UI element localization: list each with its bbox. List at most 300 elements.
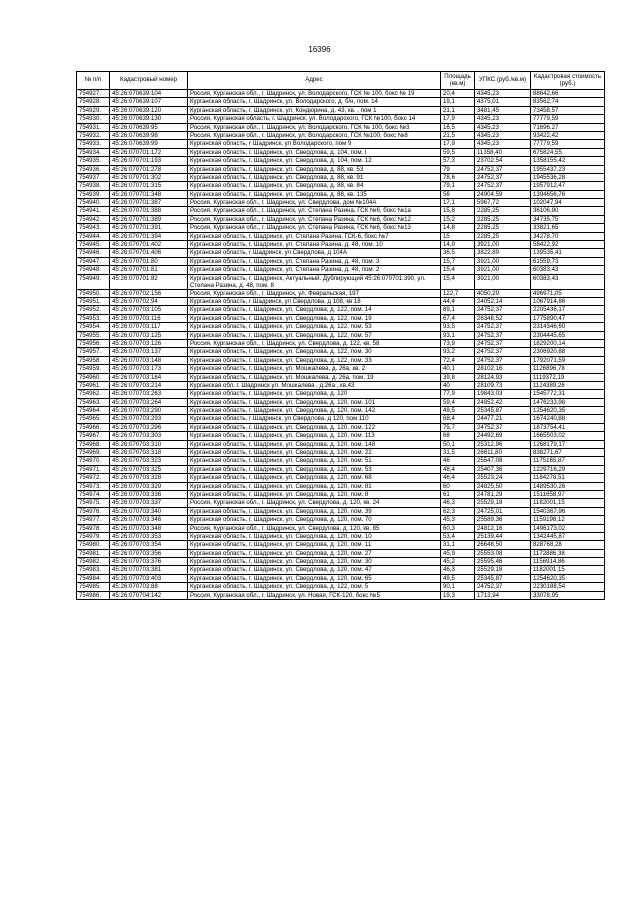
cadastral-number: 45:26:070639:130 [110,115,188,123]
cadastral-cost: 1126896,78 [531,365,605,373]
table-row [77,356,605,364]
row-number: 754959. [77,365,110,373]
row-number: 754943. [77,224,110,232]
cadastral-number: 45:26:070701:315 [110,182,188,190]
cadastral-number: 45:26:070639:99 [110,140,188,148]
upks: 24725,01 [475,507,531,515]
area: 122,7 [441,289,475,297]
upks: 26348,52 [475,314,531,322]
address: Россия, Курганская обл., г. Шадринск, ул. Володарского, ГСК № 100, бокс № 19 [188,90,441,98]
cadastral-cost: 1119372,19 [531,373,605,381]
row-number: 754945. [77,241,110,249]
address: Курганская область, г. Шадринск, ул. Свердлова, д. 104, пом. 12 [188,157,441,165]
address: Россия, Курганская обл., г. Шадринск, ул. Свердлова, д. 120, кв. 24 [188,499,441,507]
area: 46,3 [441,566,475,574]
cadastral-number: 45:26:070701:80 [110,257,188,265]
cadastral-cost: 71696,27 [531,123,605,131]
cadastral-number: 45:26:070703:340 [110,507,188,515]
area: 15,8 [441,207,475,215]
table-row [77,190,605,198]
table-row [77,306,605,314]
cadastral-cost: 60383,43 [531,274,605,289]
cadastral-cost: 1955437,23 [531,165,605,173]
table-row [77,499,605,507]
address: Курганская область, г. Шадринск, ул. Свердлова, д. 120, пом. 148 [188,440,441,448]
area: 49,5 [441,574,475,582]
table-row [77,407,605,415]
upks: 24752,37 [475,356,531,364]
row-number: 754974. [77,490,110,498]
row-number: 754966. [77,423,110,431]
table-row [77,165,605,173]
table-row [77,390,605,398]
upks: 25312,96 [475,440,531,448]
table-row [77,423,605,431]
address: Курганская область, г. Шадринск, ул. Свердлова, д. 120, пом. 65 [188,574,441,582]
row-number: 754950. [77,289,110,297]
cadastral-cost: 1159198,12 [531,516,605,524]
cadastral-number: 45:26:070703:293 [110,415,188,423]
address: Курганская область, г. Шадринск, ул. Свердлова, д. 120, пом. 10 [188,532,441,540]
row-number: 754983. [77,566,110,574]
address: Курганская область, г. Шадринск, ул. Свердлова, д. 120, пом. 142 [188,407,441,415]
table-row [77,558,605,566]
area: 56 [441,190,475,198]
area: 19,1 [441,98,475,106]
upks: 3921,00 [475,257,531,265]
cadastral-cost: 33821,65 [531,224,605,232]
table-row [77,465,605,473]
cadastral-number: 45:26:070703:328 [110,474,188,482]
upks: 24752,37 [475,583,531,591]
area: 17,9 [441,140,475,148]
row-number: 754962. [77,390,110,398]
upks: 24492,69 [475,432,531,440]
upks: 24752,37 [475,348,531,356]
upks: 2285,25 [475,215,531,223]
row-number: 754936. [77,165,110,173]
table-row [77,215,605,223]
upks: 26648,50 [475,541,531,549]
address: Курганская область, г. Шадринск, ул. Степана Разина, д. 48, пом. 2 [188,266,441,274]
upks: 3822,89 [475,249,531,257]
area: 59,5 [441,148,475,156]
cadastral-number: 45:26:070703:88 [110,583,188,591]
cadastral-number: 45:26:070701:81 [110,266,188,274]
area: 40,1 [441,365,475,373]
cadastral-cost: 1342445,87 [531,532,605,540]
area: 39,8 [441,373,475,381]
row-number: 754930. [77,115,110,123]
table-row [77,249,605,257]
cadastral-number: 45:26:070701:278 [110,165,188,173]
address: Россия, Курганская обл., г. Шадринск, ул. Февральская, 197 [188,289,441,297]
upks: 4345,23 [475,123,531,131]
upks: 24752,37 [475,331,531,339]
cadastral-cost: 1665503,02 [531,432,605,440]
upks: 3481,45 [475,106,531,114]
row-number: 754940. [77,199,110,207]
area: 61 [441,490,475,498]
table-row [77,148,605,156]
area: 49,5 [441,407,475,415]
cadastral-cost: 1540367,96 [531,507,605,515]
cadastral-number: 45:26:070704:142 [110,591,188,599]
address: Курганская область, г. Шадринск, ул. Свердлова, д. 122, пом. 57 [188,331,441,339]
row-number: 754947. [77,257,110,265]
address: Курганская область, г. Шадринск, ул. Свердлова, д. 88, кв. 135 [188,190,441,198]
row-number: 754972. [77,474,110,482]
cadastral-number: 45:26:070703:105 [110,306,188,314]
area: 57,3 [441,157,475,165]
table-row [77,566,605,574]
cadastral-number: 45:26:070701:402 [110,241,188,249]
upks: 24825,50 [475,482,531,490]
table-row [77,457,605,465]
cadastral-cost: 34278,70 [531,232,605,240]
cadastral-number: 45:26:070703:323 [110,457,188,465]
row-number: 754965. [77,415,110,423]
cadastral-cost: 1182001,15 [531,499,605,507]
upks: 24752,37 [475,306,531,314]
address: Курганская область, г. Шадринск, ул. Свердлова, д. 122, пом. 53 [188,323,441,331]
cadastral-cost: 1489530,26 [531,482,605,490]
table-row [77,173,605,181]
upks: 28102,16 [475,365,531,373]
row-number: 754979. [77,532,110,540]
cadastral-number: 45:26:070703:303 [110,432,188,440]
cadastral-number: 45:26:070702:94 [110,297,188,305]
cadastral-cost: 2230188,54 [531,583,605,591]
area: 93,5 [441,323,475,331]
row-number: 754976. [77,507,110,515]
area: 20,4 [441,90,475,98]
cadastral-cost: 1175165,87 [531,457,605,465]
table-row [77,123,605,131]
address: Курганская область, г. Шадринск, ул. Свердлова, д. 120, пом. 51 [188,457,441,465]
address: Курганская область, г. Шадринск, ул. Свердлова, д. 120, пом. 53 [188,465,441,473]
header-area: Площадь (кв.м) [441,72,475,90]
address: Курганская область, г. Шадринск, ул. Свердлова, д. 120, пом. 22 [188,449,441,457]
area: 93,2 [441,348,475,356]
cadastral-number: 45:26:070703:263 [110,390,188,398]
area: 15,4 [441,274,475,289]
row-number: 754952. [77,306,110,314]
row-number: 754927. [77,90,110,98]
row-number: 754944. [77,232,110,240]
table-row [77,482,605,490]
area: 44,4 [441,297,475,305]
area: 67,4 [441,314,475,322]
upks: 28124,93 [475,373,531,381]
address: Курганская область, г. Шадринск, ул. Свердлова, д. 122, пом. 5 [188,583,441,591]
table-row [77,440,605,448]
cadastral-number: 45:26:070703:310 [110,440,188,448]
cadastral-number: 45:26:070703:346 [110,516,188,524]
table-row [77,381,605,389]
address: Россия, Курганская обл., г. Шадринск, ул. Володарского, ГСК №100, бокс №8 [188,131,441,139]
table-row [77,591,605,599]
cadastral-number: 45:26:070703:137 [110,348,188,356]
table-row [77,474,605,482]
address: Курганская область, г. Шадринск, ул. Свердлова, д. 120, пом. 8 [188,490,441,498]
upks: 24752,37 [475,173,531,181]
table-row [77,549,605,557]
cadastral-number: 45:26:070703:354 [110,541,188,549]
upks: 25547,08 [475,457,531,465]
cadastral-number: 45:26:070703:117 [110,323,188,331]
table-row [77,106,605,114]
cadastral-cost: 102047,94 [531,199,605,207]
table-row [77,365,605,373]
row-number: 754929. [77,106,110,114]
upks: 24752,37 [475,423,531,431]
area: 46,3 [441,499,475,507]
cadastral-cost: 2304445,65 [531,331,605,339]
upks: 24052,14 [475,297,531,305]
upks: 24904,59 [475,190,531,198]
row-number: 754970. [77,457,110,465]
address: Курганская область, г. Шадринск, ул. Свердлова, д. 88, кв. 84 [188,182,441,190]
area: 46,4 [441,474,475,482]
cadastral-cost: 60383,43 [531,266,605,274]
upks: 24477,21 [475,415,531,423]
cadastral-cost: 1124389,26 [531,381,605,389]
upks: 25139,44 [475,532,531,540]
table-row [77,398,605,406]
cadastral-number: 45:26:070703:329 [110,482,188,490]
cadastral-number: 45:26:070703:403 [110,574,188,582]
upks: 2285,25 [475,224,531,232]
area: 79 [441,165,475,173]
upks: 24852,42 [475,398,531,406]
cadastral-cost: 1476233,98 [531,398,605,406]
address: Курганская область, г. Шадринск, ул. Свердлова, д. 122, пом. 30 [188,348,441,356]
cadastral-cost: 77779,59 [531,140,605,148]
cadastral-number: 45:26:070703:290 [110,407,188,415]
cadastral-cost: 34735,75 [531,215,605,223]
upks: 25589,36 [475,516,531,524]
upks: 26611,80 [475,449,531,457]
area: 78,6 [441,173,475,181]
area: 53,4 [441,532,475,540]
area: 79,1 [441,182,475,190]
address: Курганская область, г. Шадринск, ул. Степана Разина, д. 48, пом. 10 [188,241,441,249]
cadastral-cost: 61559,73 [531,257,605,265]
upks: 25529,18 [475,499,531,507]
table-row [77,98,605,106]
upks: 24752,37 [475,182,531,190]
cadastral-number: 45:26:070701:348 [110,190,188,198]
cadastral-cost: 58422,92 [531,241,605,249]
area: 45,9 [441,549,475,557]
row-number: 754951. [77,297,110,305]
page-number: 16396 [308,45,331,54]
address: Курганская область, г. Шадринск, Актуальный. Дублирующий 45:26:070701:390, ул. Степана Разина, д. 48, пом. 8 [188,274,441,289]
upks: 19843,03 [475,390,531,398]
address: Курганская область, г Шадринск, ул Свердлова, д 120, пом 110 [188,415,441,423]
area: 15,2 [441,215,475,223]
address: Курганская область, г Шадринск, ул Володарского, пом 9 [188,140,441,148]
address: Россия, Курганская обл., г. Шадринск, ул. Свердлова, дом №104А [188,199,441,207]
area: 19,3 [441,591,475,599]
area: 45,3 [441,516,475,524]
row-number: 754980. [77,541,110,549]
row-number: 754955. [77,331,110,339]
area: 89,1 [441,306,475,314]
area: 31,5 [441,449,475,457]
address: Курганская область, г. Шадринск, ул. Свердлова, д. 122, пом. 19 [188,314,441,322]
cadastral-number: 45:26:070701:406 [110,249,188,257]
address: Курганская область, г. Шадринск, ул. Володарского, д. б/н, пом. 14 [188,98,441,106]
upks: 1713,94 [475,591,531,599]
cadastral-cost: 139535,41 [531,249,605,257]
row-number: 754986. [77,591,110,599]
upks: 24752,37 [475,339,531,347]
row-number: 754942. [77,215,110,223]
address: Россия, Курганская обл., г. Шадринск, ул. Свердлова, д. 122, кв. 58 [188,339,441,347]
cadastral-number: 45:26:070703:148 [110,356,188,364]
row-number: 754973. [77,482,110,490]
cadastral-number: 45:26:070703:376 [110,558,188,566]
area: 21,5 [441,131,475,139]
cadastral-number: 45:26:070639:107 [110,98,188,106]
cadastral-cost: 1674240,88 [531,415,605,423]
cadastral-number: 45:26:070703:353 [110,532,188,540]
row-number: 754938. [77,182,110,190]
upks: 4050,29 [475,289,531,297]
area: 31,1 [441,541,475,549]
area: 90,1 [441,583,475,591]
cadastral-cost: 1172886,38 [531,549,605,557]
row-number: 754964. [77,407,110,415]
cadastral-cost: 1182001,15 [531,566,605,574]
area: 50,1 [441,440,475,448]
row-number: 754949. [77,274,110,289]
area: 60 [441,482,475,490]
table-row [77,266,605,274]
address: Курганская область, г. Шадринск, ул. Степана Разина, ГСК-6, бокс №7 [188,232,441,240]
upks: 24812,16 [475,524,531,532]
table-row [77,131,605,139]
cadastral-cost: 838271,67 [531,449,605,457]
address: Курганская область, г. Шадринск, ул. Свердлова, д. 120, пом. 27 [188,549,441,557]
table-row [77,182,605,190]
area: 73,9 [441,339,475,347]
upks: 25345,87 [475,407,531,415]
cadastral-cost: 1957912,47 [531,182,605,190]
address: Курганская область, г. Шадринск, ул. Свердлова, д. 120 [188,390,441,398]
cadastral-number: 45:26:070701:391 [110,224,188,232]
upks: 2285,25 [475,232,531,240]
row-number: 754937. [77,173,110,181]
table-row [77,314,605,322]
row-number: 754934. [77,148,110,156]
address: Курганская область, г. Шадринск, ул. Мошкалева, д. 26а, кв. 2 [188,365,441,373]
upks: 25553,08 [475,549,531,557]
cadastral-cost: 1067914,86 [531,297,605,305]
upks: 25595,46 [475,558,531,566]
cadastral-cost: 2205436,17 [531,306,605,314]
cadastral-cost: 1254620,35 [531,574,605,582]
upks: 25407,36 [475,465,531,473]
upks: 24781,29 [475,490,531,498]
address: Курганская область, г. Шадринск, ул. Свердлова, д. 120, пом. 113 [188,432,441,440]
cadastral-cost: 77779,59 [531,115,605,123]
cadastral-cost: 1254620,35 [531,407,605,415]
address: Курганская область, г. Шадринск, ул. Свердлова, д. 120, пом. 30 [188,558,441,566]
cadastral-number: 45:26:070701:193 [110,157,188,165]
upks: 3921,00 [475,241,531,249]
address: Россия, Курганская обл., г. Шадринск, ул. Степана Разина, ГСК №6, бокс №12 [188,215,441,223]
upks: 25345,87 [475,574,531,582]
table-row [77,432,605,440]
table-row [77,490,605,498]
address: Курганская область, г. Шадринск, ул. Свердлова, д. 120, пом. 122 [188,423,441,431]
table-row [77,140,605,148]
address: Курганская область, г. Шадринск, ул. Свердлова, д. 122, пом. 14 [188,306,441,314]
row-number: 754953. [77,314,110,322]
header-cadastral-number: Кадастровый номер [110,72,188,90]
cadastral-number: 45:26:070703:325 [110,465,188,473]
area: 68 [441,432,475,440]
cadastral-number: 45:26:070703:125 [110,331,188,339]
address: Курганская область, г. Шадринск, ул. Свердлова, д. 120, пом. 70 [188,516,441,524]
address: Курганская область, г. Шадринск, ул. Свердлова, д. 120, пом. 81 [188,482,441,490]
upks: 25523,24 [475,474,531,482]
row-number: 754935. [77,157,110,165]
cadastral-cost: 1229716,29 [531,465,605,473]
table-row [77,274,605,289]
address: Курганская область, г. Шадринск, ул. Свердлова, д. 122, пом. 33 [188,356,441,364]
table-row [77,90,605,98]
cadastral-number: 45:26:070703:337 [110,499,188,507]
table-row [77,257,605,265]
area: 16,5 [441,123,475,131]
table-header-row [77,72,605,90]
table-row [77,289,605,297]
row-number: 754946. [77,249,110,257]
table-row [77,583,605,591]
area: 17,1 [441,199,475,207]
cadastral-cost: 828768,28 [531,541,605,549]
cadastral-cost: 1792071,59 [531,356,605,364]
address: Курганская область, г Шадринск, ул Свердлова, д 108, кв 18 [188,297,441,305]
table-row [77,224,605,232]
area: 59,4 [441,398,475,406]
address: Курганская область, г. Шадринск, ул. Свердлова, д. 120, пом. 11 [188,541,441,549]
row-number: 754954. [77,323,110,331]
row-number: 754932. [77,131,110,139]
cadastral-number: 45:26:070703:318 [110,449,188,457]
cadastral-cost: 36106,90 [531,207,605,215]
cadastral-number: 45:26:070703:264 [110,398,188,406]
cadastral-number: 45:26:070703:348 [110,524,188,532]
cadastral-cost: 93422,42 [531,131,605,139]
upks: 24752,37 [475,323,531,331]
area: 75,7 [441,423,475,431]
upks: 4375,01 [475,98,531,106]
row-number: 754958. [77,356,110,364]
upks: 11358,40 [475,148,531,156]
area: 14,9 [441,241,475,249]
header-num: № п/п [77,72,110,90]
row-number: 754931. [77,123,110,131]
address: Россия, Курганская обл., г. Шадринск, ул. Свердлова, д. 120, кв. 85 [188,524,441,532]
cadastral-cost: 2306920,88 [531,348,605,356]
cadastral-number: 45:26:070703:126 [110,339,188,347]
area: 62,3 [441,507,475,515]
